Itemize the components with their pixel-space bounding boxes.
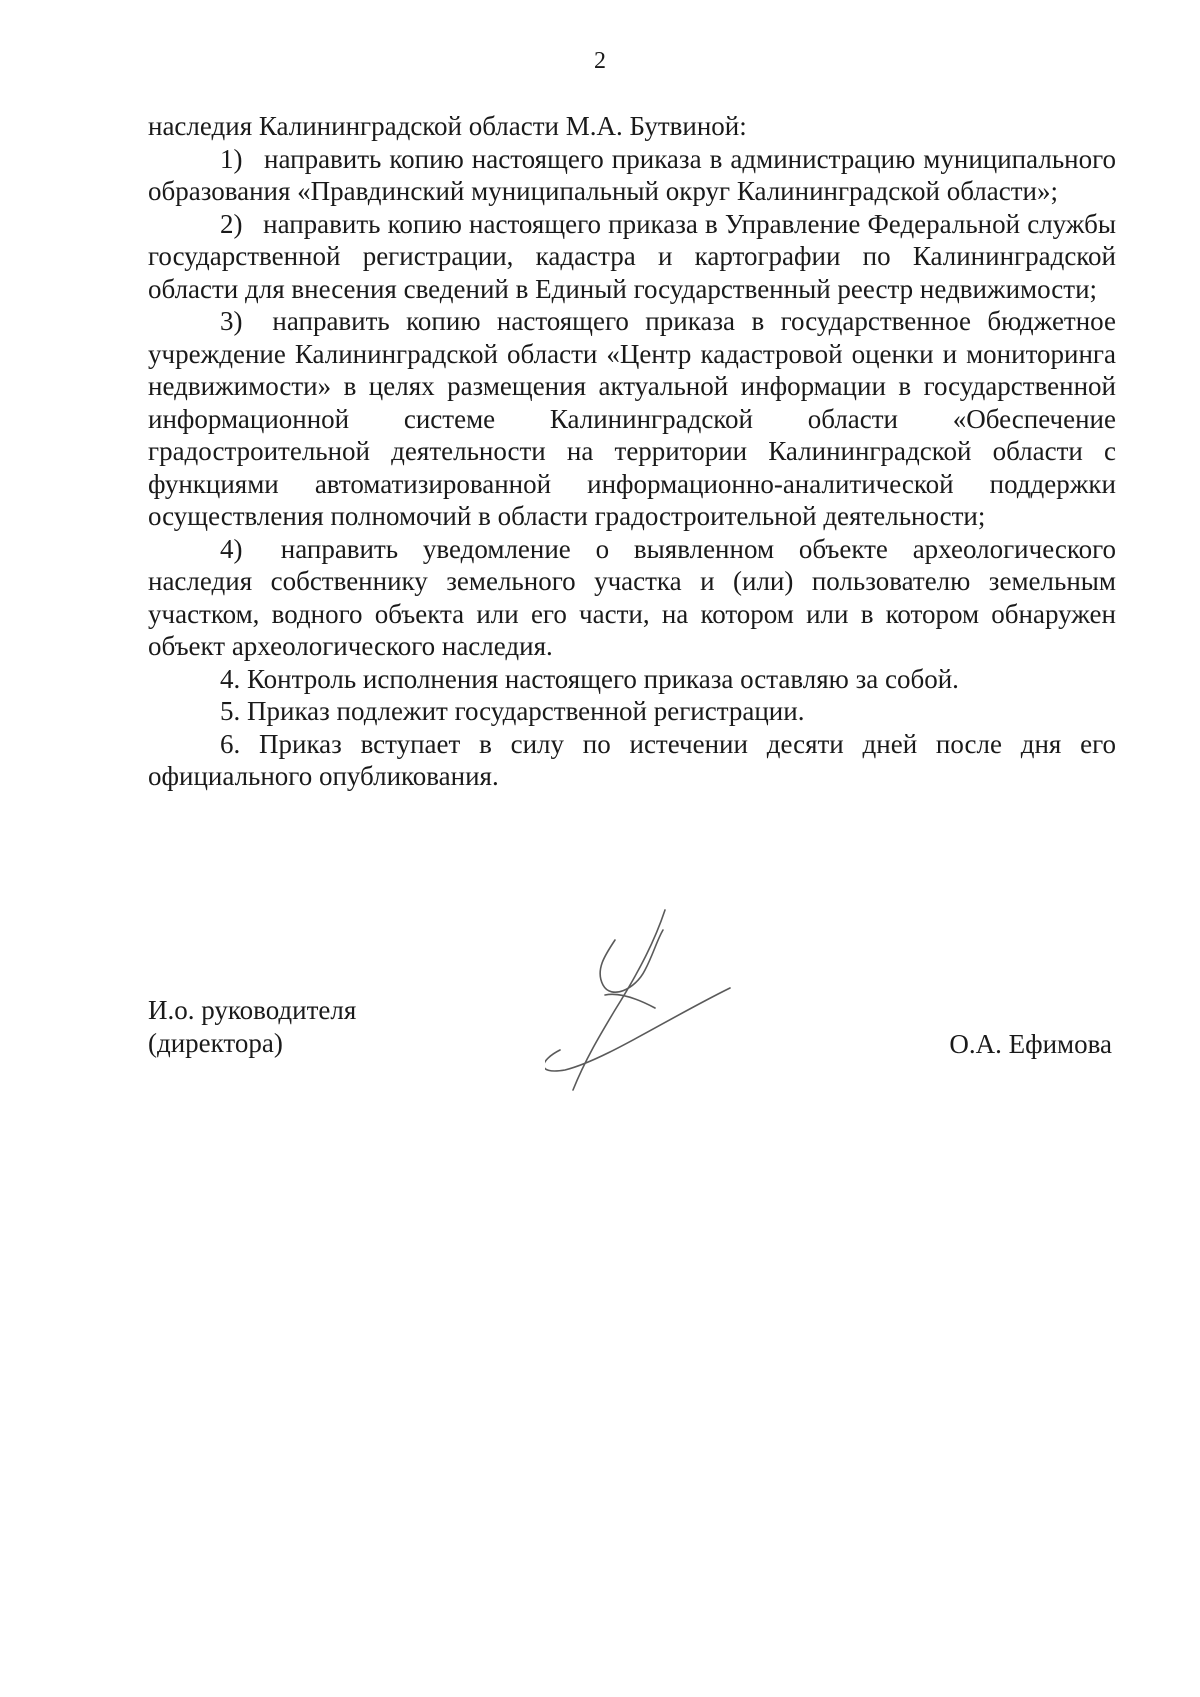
signatory-position: И.о. руководителя (директора) <box>148 995 357 1058</box>
clause-5: 5. Приказ подлежит государственной регистрации. <box>220 696 805 726</box>
page-number: 2 <box>594 48 606 74</box>
signatory-name: О.А. Ефимова <box>949 1029 1112 1059</box>
subitem-2: 2) направить копию настоящего приказа в Управление Федеральной службы государственной регистрации, кадастра и картографии по Калининградской области для внесения сведений в Единый государственный реестр недвижимости; <box>148 208 1116 304</box>
document-body <box>148 110 1116 793</box>
paragraph-lead: наследия Калининградской области М.А. Бутвиной: <box>148 111 747 141</box>
subitem-1: 1) направить копию настоящего приказа в администрацию муниципального образования «Правдинский муниципальный округ Калининградской области»; <box>148 143 1116 206</box>
subitem-4: 4) направить уведомление о выявленном объекте археологического наследия собственнику земельного участка и (или) пользователю земельным участком, водного объекта или его части, на котором или в котором обнаружен объект археологического наследия. <box>148 533 1116 661</box>
handwritten-signature <box>545 900 745 1100</box>
subitem-3: 3) направить копию настоящего приказа в государственное бюджетное учреждение Калининградской области «Центр кадастровой оценки и мониторинга недвижимости» в целях размещения актуальной информации в государственной информационной системе Калининградской области «Обеспечение градостроительной деятельности на территории Калининградской области с функциями автоматизированной информационно-аналитической поддержки осуществления полномочий в области градостроительной деятельности; <box>148 306 1116 531</box>
clause-4: 4. Контроль исполнения настоящего приказа оставляю за собой. <box>220 663 959 694</box>
clause-6: 6. Приказ вступает в силу по истечении десяти дней после дня его официального опубликования. <box>148 728 1116 791</box>
